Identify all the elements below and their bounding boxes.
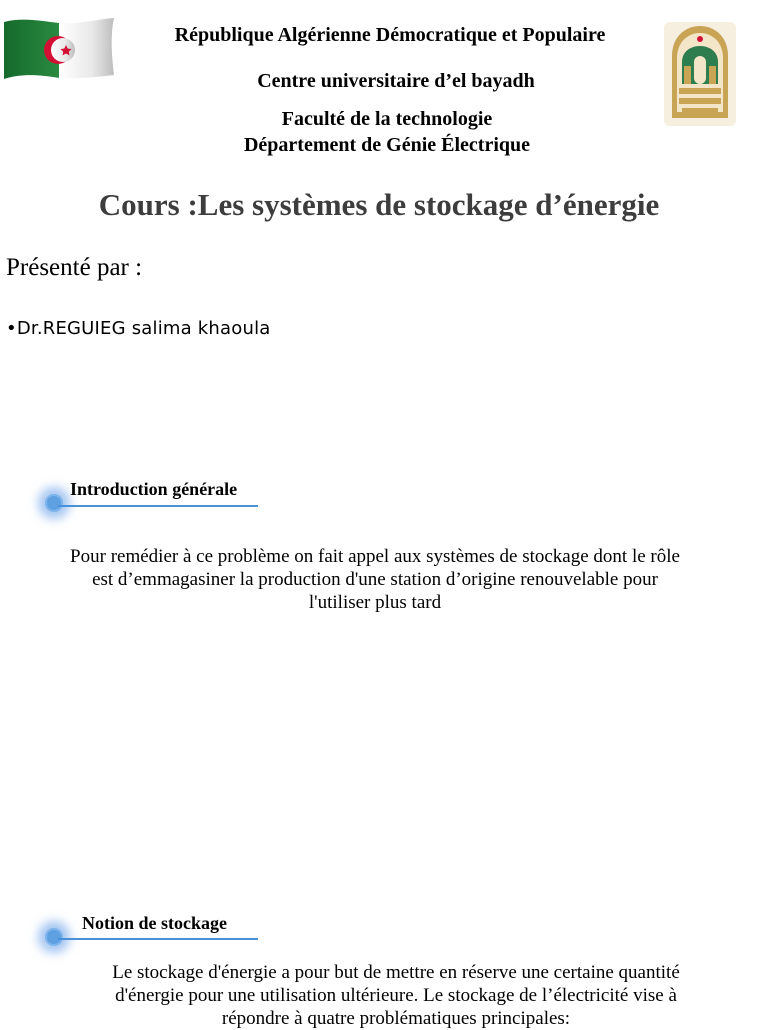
presenter-name: •Dr.REGUIEG salima khaoula <box>6 318 271 339</box>
department-name: Département de Génie Électrique <box>243 134 531 156</box>
section-paragraph-introduction: Pour remédier à ce problème on fait appel aux systèmes de stockage dont le rôle est d’emmagasiner la production d'une station d’origine renouvelable pour l'utiliser plus tard <box>70 546 680 613</box>
faculty-name: Faculté de la technologie <box>281 108 493 130</box>
section-underline <box>58 938 258 940</box>
presenter-label: Présenté par : <box>6 254 143 281</box>
section-heading-notion: Notion de stockage <box>82 913 227 933</box>
section-heading-introduction: Introduction générale <box>70 479 238 499</box>
section-paragraph-notion: Le stockage d'énergie a pour but de mettre en réserve une certaine quantité d'énergie pour une utilisation ultérieure. Le stockage de l’électricité vise à répondre à quatre problématiques principales: <box>112 962 680 1029</box>
university-name: Centre universitaire d’el bayadh <box>257 70 535 92</box>
university-emblem-image <box>664 22 736 126</box>
faculty-block <box>120 106 654 158</box>
course-title: Cours :Les systèmes de stockage d’énergie <box>98 187 660 222</box>
section-bullet-icon <box>45 928 63 946</box>
republic-header: République Algérienne Démocratique et Populaire <box>174 24 606 46</box>
algerian-flag-image <box>2 17 116 83</box>
section-bullet-icon <box>45 494 63 512</box>
section-underline <box>58 505 258 507</box>
